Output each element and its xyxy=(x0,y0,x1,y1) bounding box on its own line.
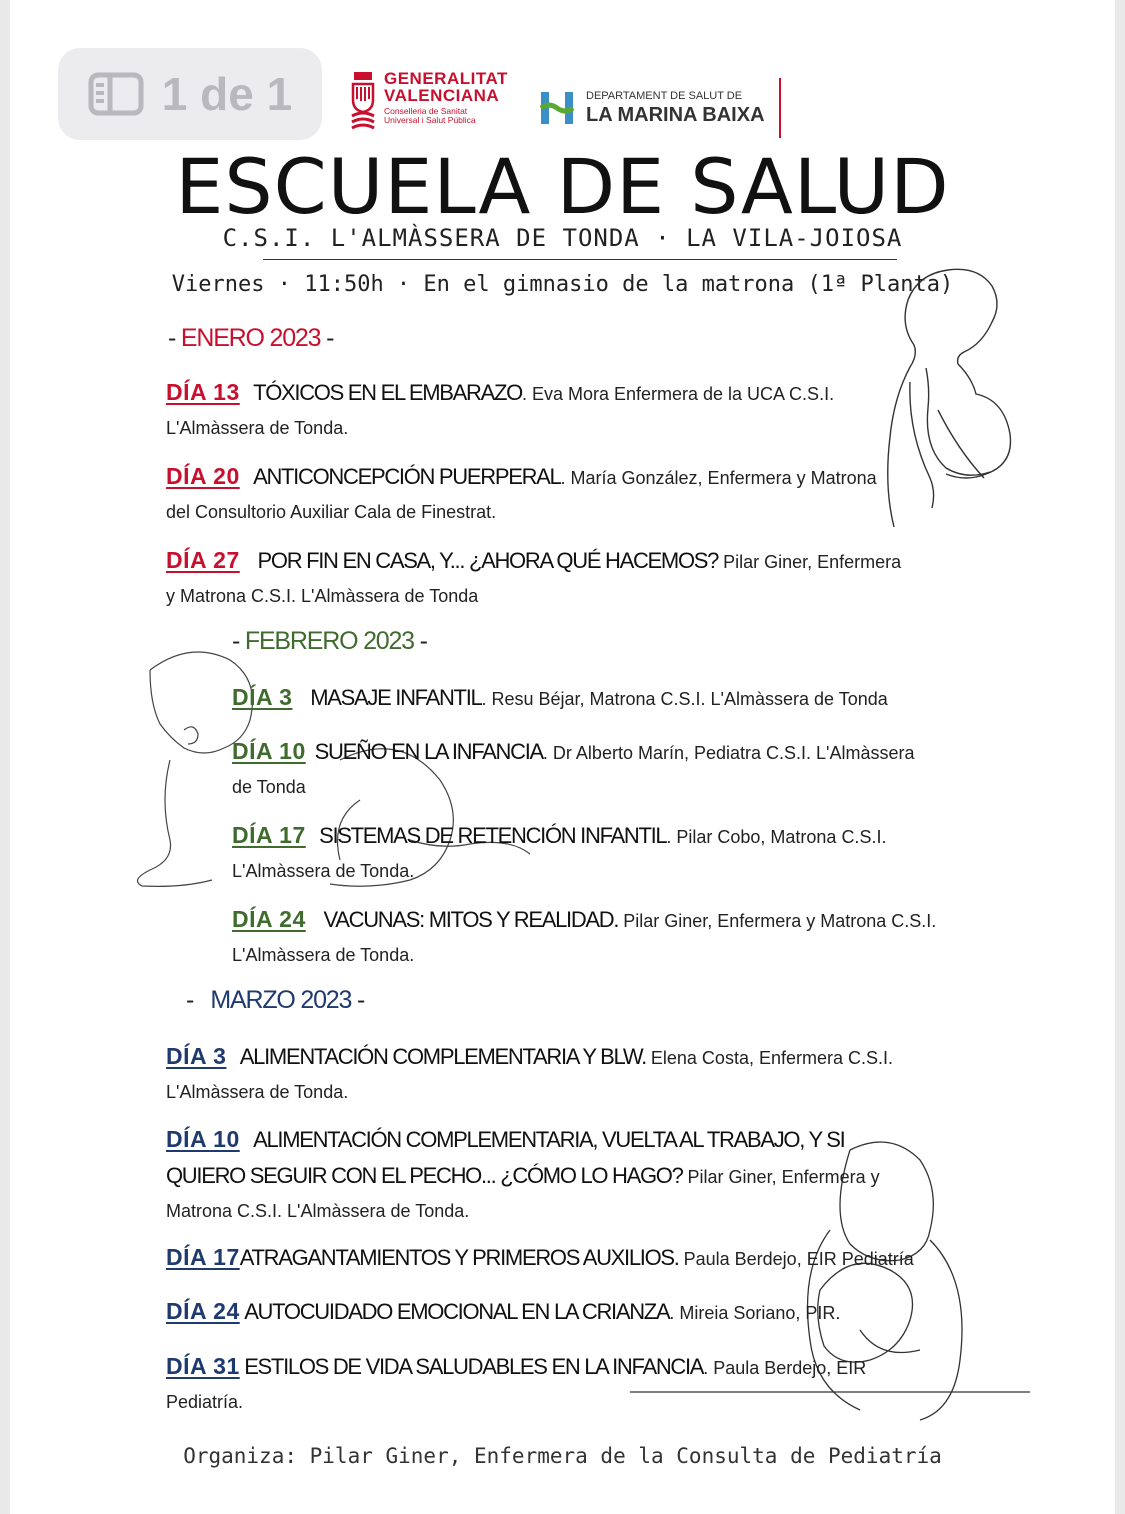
day-label: DÍA 20 xyxy=(166,463,240,489)
organizer-footer: Organiza: Pilar Giner, Enfermera de la Consulta de Pediatría xyxy=(183,1444,942,1468)
page-subtitle: C.S.I. L'ALMÀSSERA DE TONDA · LA VILA-JOIOSA xyxy=(222,224,903,252)
day-label: DÍA 17 xyxy=(232,822,306,848)
page-indicator-label: 1 de 1 xyxy=(161,68,293,120)
topic-title: SUEÑO EN LA INFANCIA xyxy=(314,739,543,764)
speaker: . Mireia Soriano, PIR. xyxy=(669,1303,841,1323)
topic-title: VACUNAS: MITOS Y REALIDAD. xyxy=(323,907,619,932)
speaker: Paula Berdejo, EIR Pediatría xyxy=(678,1249,914,1269)
gva-sub1: Conselleria de Sanitat xyxy=(384,106,468,116)
marina-baixa-logo xyxy=(538,78,781,138)
speaker: Pilar Giner, Enfermera xyxy=(718,552,902,572)
entry-continuation: L'Almàssera de Tonda. xyxy=(232,945,415,965)
speaker: . Resu Béjar, Matrona C.S.I. L'Almàssera de Tonda xyxy=(481,689,888,709)
day-label: DÍA 31 xyxy=(166,1353,240,1379)
month-heading-febrero: - FEBRERO 2023 - xyxy=(232,627,427,655)
speaker: Elena Costa, Enfermera C.S.I. xyxy=(645,1048,893,1068)
month-heading-marzo: - MARZO 2023 - xyxy=(186,986,365,1014)
topic-title-cont: QUIERO SEGUIR CON EL PECHO... ¿CÓMO LO HAGO? xyxy=(166,1163,683,1188)
entry-febrero-24 xyxy=(232,903,936,972)
gva-sub2: Universal i Salut Pública xyxy=(384,114,476,125)
speaker: . Eva Mora Enfermera de la UCA C.S.I. xyxy=(521,384,835,404)
speaker: . Dr Alberto Marín, Pediatra C.S.I. L'Almàssera xyxy=(542,743,915,763)
gva-line1: GENERALITAT xyxy=(384,69,508,88)
speaker: Pilar Giner, Enfermera y xyxy=(682,1167,880,1187)
entry-febrero-3 xyxy=(232,681,888,717)
speaker: Pilar Giner, Enfermera y Matrona C.S.I. xyxy=(618,911,937,931)
speaker: . María González, Enfermera y Matrona xyxy=(560,468,877,488)
day-label: DÍA 24 xyxy=(232,906,306,932)
entry-enero-13 xyxy=(166,376,834,445)
marina-small: DEPARTAMENT DE SALUT DE xyxy=(586,90,743,102)
topic-title: ATRAGANTAMIENTOS Y PRIMEROS AUXILIOS. xyxy=(239,1245,679,1270)
day-label: DÍA 24 xyxy=(166,1298,240,1324)
entry-continuation: L'Almàssera de Tonda. xyxy=(166,418,349,438)
speaker: . Pilar Cobo, Matrona C.S.I. xyxy=(666,827,887,847)
topic-title: ANTICONCEPCIÓN PUERPERAL xyxy=(253,464,561,489)
page-title: ESCUELA DE SALUD xyxy=(175,142,950,231)
topic-title: ALIMENTACIÓN COMPLEMENTARIA, VUELTA AL TRABAJO, Y SI xyxy=(253,1127,845,1152)
schedule-line: Viernes · 11:50h · En el gimnasio de la matrona (1ª Planta) xyxy=(171,272,954,297)
marina-big: LA MARINA BAIXA xyxy=(586,104,765,126)
day-label: DÍA 3 xyxy=(232,684,293,710)
entry-enero-20 xyxy=(166,460,877,529)
entry-marzo-31 xyxy=(166,1350,866,1419)
gva-line2: VALENCIANA xyxy=(384,86,500,105)
topic-title: TÓXICOS EN EL EMBARAZO xyxy=(253,380,522,405)
day-label: DÍA 3 xyxy=(166,1043,227,1069)
pregnant-woman-illustration xyxy=(878,262,1028,562)
entry-continuation: Matrona C.S.I. L'Almàssera de Tonda. xyxy=(166,1201,470,1221)
topic-title: SISTEMAS DE RETENCIÓN INFANTIL xyxy=(319,823,667,848)
entry-continuation: L'Almàssera de Tonda. xyxy=(166,1082,349,1102)
day-label: DÍA 27 xyxy=(166,547,240,573)
entry-febrero-10 xyxy=(232,735,915,804)
day-label: DÍA 10 xyxy=(166,1126,240,1152)
entry-continuation: Pediatría. xyxy=(166,1392,244,1412)
entry-marzo-3 xyxy=(166,1040,893,1109)
day-label: DÍA 17 xyxy=(166,1244,240,1270)
topic-title: AUTOCUIDADO EMOCIONAL EN LA CRIANZA xyxy=(244,1299,670,1324)
topic-title: POR FIN EN CASA, Y... ¿AHORA QUÉ HACEMOS? xyxy=(257,548,719,573)
entry-febrero-17 xyxy=(232,819,886,888)
generalitat-logo xyxy=(350,70,508,130)
entry-continuation: de Tonda xyxy=(232,777,306,797)
page-indicator[interactable] xyxy=(58,48,322,140)
sidebar-icon xyxy=(88,72,144,116)
entry-marzo-17 xyxy=(166,1241,914,1277)
topic-title: ALIMENTACIÓN COMPLEMENTARIA Y BLW. xyxy=(239,1044,646,1069)
subtitle-divider xyxy=(263,259,897,260)
speaker: . Paula Berdejo, EIR xyxy=(703,1358,867,1378)
poster-page xyxy=(10,0,1115,1514)
entry-continuation: y Matrona C.S.I. L'Almàssera de Tonda xyxy=(166,586,479,606)
entry-continuation: L'Almàssera de Tonda. xyxy=(232,861,415,881)
gva-emblem-icon xyxy=(350,70,376,130)
day-label: DÍA 10 xyxy=(232,738,306,764)
logo-divider xyxy=(779,78,781,138)
day-label: DÍA 13 xyxy=(166,379,240,405)
topic-title: MASAJE INFANTIL xyxy=(310,685,482,710)
month-heading-enero: - ENERO 2023 - xyxy=(168,324,334,352)
topic-title: ESTILOS DE VIDA SALUDABLES EN LA INFANCIA xyxy=(244,1354,704,1379)
entry-continuation: del Consultorio Auxiliar Cala de Finestrat. xyxy=(166,502,497,522)
marina-baixa-emblem-icon xyxy=(538,88,578,128)
entry-marzo-24 xyxy=(166,1295,840,1331)
entry-marzo-10 xyxy=(166,1123,880,1228)
entry-enero-27 xyxy=(166,544,901,613)
